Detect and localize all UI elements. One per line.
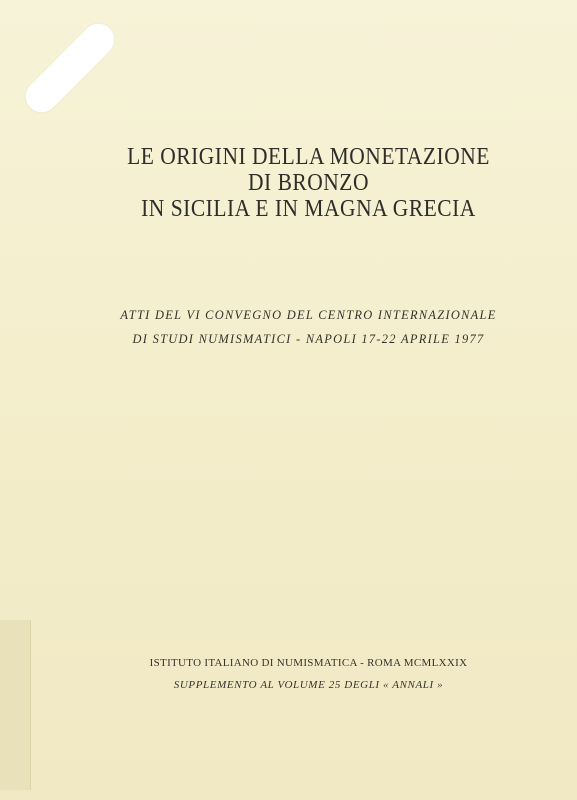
cover-subtitle [0, 303, 577, 351]
supplement-line: SUPPLEMENTO AL VOLUME 25 DEGLI « ANNALI » [173, 679, 444, 691]
cover-publisher [0, 652, 577, 696]
title-line-1: LE ORIGINI DELLA MONETAZIONE [127, 142, 490, 170]
cover-title [0, 143, 577, 221]
title-line-2: DI BRONZO [248, 168, 369, 196]
title-line-3: IN SICILIA E IN MAGNA GRECIA [141, 194, 476, 222]
library-label-strip [0, 620, 31, 790]
subtitle-line-1: ATTI DEL VI CONVEGNO DEL CENTRO INTERNAZIONALE [120, 308, 497, 322]
paper-patch [19, 17, 121, 119]
publisher-line: ISTITUTO ITALIANO DI NUMISMATICA - ROMA MCMLXXIX [149, 657, 468, 669]
subtitle-line-2: DI STUDI NUMISMATICI - NAPOLI 17-22 APRILE 1977 [132, 332, 485, 346]
